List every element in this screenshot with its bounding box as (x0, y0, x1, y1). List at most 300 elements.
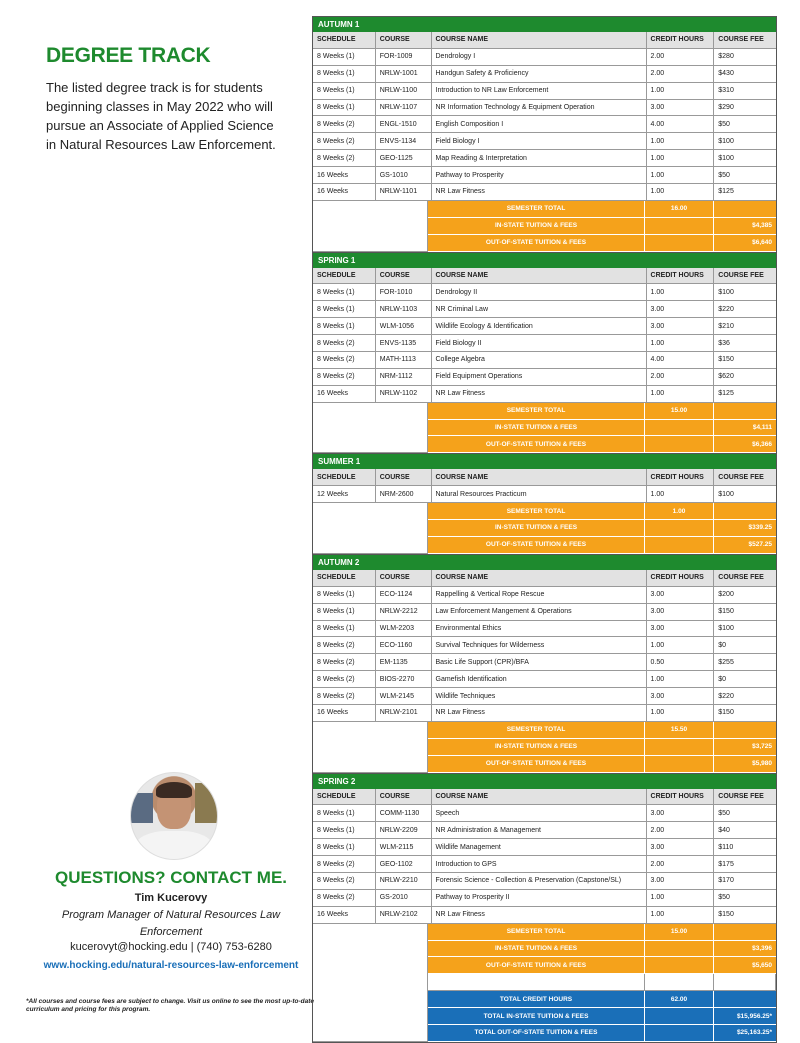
semester-title: SPRING 1 (313, 253, 776, 268)
contact-role: Program Manager of Natural Resources Law Enforcement (61, 909, 281, 938)
course-cell: 1.00 (647, 637, 715, 653)
course-cell: ENVS-1134 (376, 133, 432, 149)
total-hours (645, 1008, 714, 1024)
contact-name: Tim Kucerovy (134, 892, 208, 904)
course-cell: WLM-2115 (376, 839, 432, 855)
total-label: IN-STATE TUITION & FEES (428, 420, 645, 436)
course-cell: 3.00 (647, 301, 715, 317)
course-row (313, 184, 776, 201)
semester-section (312, 773, 777, 1043)
course-cell: 8 Weeks (2) (313, 856, 376, 872)
course-row (313, 621, 776, 638)
semester-section (312, 16, 777, 252)
course-cell: NRLW-1102 (376, 386, 432, 402)
course-cell: $50 (718, 120, 730, 128)
header-cell: SCHEDULE (313, 32, 376, 48)
blank-cell (313, 403, 428, 454)
blank-cell (313, 722, 428, 773)
contact-photo (130, 772, 218, 860)
semester-section (312, 554, 777, 773)
course-cell: 12 Weeks (313, 486, 376, 502)
header-cell: CREDIT HOURS (647, 32, 715, 48)
total-row (428, 537, 776, 554)
course-cell: Gamefish Identification (432, 671, 647, 687)
total-row (428, 403, 776, 420)
total-fee (714, 722, 776, 738)
course-cell: NR Law Fitness (432, 184, 647, 200)
course-cell: 0.50 (647, 654, 715, 670)
totals-stack (428, 201, 776, 252)
course-cell: Introduction to GPS (432, 856, 647, 872)
course-row (313, 805, 776, 822)
total-label: SEMESTER TOTAL (428, 924, 645, 940)
total-label (428, 974, 645, 990)
course-cell: 8 Weeks (1) (313, 100, 376, 116)
course-cell: Environmental Ethics (432, 621, 647, 637)
blank-cell (313, 503, 428, 554)
course-cell: 3.00 (647, 839, 715, 855)
course-cell: 1.00 (647, 486, 715, 502)
course-row (313, 116, 776, 133)
course-cell: Field Biology II (432, 335, 647, 351)
blank-cell (313, 924, 428, 1042)
semester-totals (313, 722, 776, 773)
course-cell: 1.00 (647, 150, 715, 166)
semester-totals (313, 503, 776, 554)
course-cell: 8 Weeks (1) (313, 587, 376, 603)
total-label: OUT-OF-STATE TUITION & FEES (428, 756, 645, 772)
course-cell: $100 (718, 490, 734, 498)
course-cell: 8 Weeks (2) (313, 133, 376, 149)
course-cell: NR Administration & Management (432, 822, 647, 838)
course-cell: Pathway to Prosperity (432, 167, 647, 183)
total-row (428, 957, 776, 974)
course-cell: 1.00 (647, 386, 715, 402)
course-cell: $50 (718, 894, 730, 902)
total-fee: $4,385 (714, 218, 776, 234)
total-fee: $5,650 (714, 957, 776, 973)
course-cell: 8 Weeks (2) (313, 150, 376, 166)
course-cell: 1.00 (647, 83, 715, 99)
total-row (428, 756, 776, 773)
program-link[interactable]: www.hocking.edu/natural-resources-law-enforcement (43, 960, 299, 971)
total-fee (714, 403, 776, 419)
course-cell: $220 (718, 692, 734, 700)
course-cell: 3.00 (647, 688, 715, 704)
course-row (313, 100, 776, 117)
course-cell: EM-1135 (376, 654, 432, 670)
course-row (313, 873, 776, 890)
header-cell: CREDIT HOURS (647, 469, 715, 485)
header-cell: SCHEDULE (313, 268, 376, 284)
header-cell: COURSE FEE (718, 473, 764, 481)
course-cell: $430 (718, 70, 734, 78)
contact-heading: QUESTIONS? CONTACT ME. (54, 868, 287, 887)
course-row (313, 907, 776, 924)
course-cell: 4.00 (647, 116, 715, 132)
total-hours (645, 1025, 714, 1041)
course-cell: 1.00 (647, 890, 715, 906)
total-row (428, 1025, 776, 1042)
course-cell: Field Biology I (432, 133, 647, 149)
course-cell: NR Law Fitness (432, 907, 647, 923)
semester-title: SUMMER 1 (313, 454, 776, 469)
header-row (313, 32, 776, 49)
total-hours (645, 957, 714, 973)
total-label: OUT-OF-STATE TUITION & FEES (428, 235, 645, 251)
course-cell: ENVS-1135 (376, 335, 432, 351)
course-cell: NR Criminal Law (432, 301, 647, 317)
course-cell: 8 Weeks (2) (313, 637, 376, 653)
totals-stack (428, 924, 776, 1042)
course-cell: 8 Weeks (1) (313, 604, 376, 620)
total-label: IN-STATE TUITION & FEES (428, 739, 645, 755)
total-hours (645, 235, 714, 251)
course-cell: $40 (718, 826, 730, 834)
total-label: OUT-OF-STATE TUITION & FEES (428, 436, 645, 452)
course-cell: 1.00 (647, 335, 715, 351)
course-cell: NRLW-2102 (376, 907, 432, 923)
total-row (428, 436, 776, 453)
course-cell: BIOS-2270 (376, 671, 432, 687)
header-cell: COURSE NAME (432, 469, 647, 485)
course-cell: $150 (718, 911, 734, 919)
header-cell: CREDIT HOURS (647, 268, 715, 284)
total-row (428, 218, 776, 235)
course-cell: 3.00 (647, 100, 715, 116)
header-cell: COURSE (376, 570, 432, 586)
course-row (313, 637, 776, 654)
course-cell: $170 (718, 877, 734, 885)
degree-track-table (312, 16, 777, 1043)
course-row (313, 705, 776, 722)
total-fee: $339.25 (714, 520, 776, 536)
semester-title: AUTUMN 1 (313, 17, 776, 32)
total-label: SEMESTER TOTAL (428, 403, 645, 419)
course-row (313, 688, 776, 705)
total-hours: 62.00 (645, 991, 714, 1007)
course-cell: $290 (718, 104, 734, 111)
total-fee: $25,163.25* (714, 1025, 776, 1041)
course-cell: Dendrology II (432, 284, 647, 300)
course-row (313, 49, 776, 66)
total-hours: 1.00 (645, 503, 714, 519)
course-cell: Map Reading & Interpretation (432, 150, 647, 166)
intro-text: The listed degree track is for students beginning classes in May 2022 who will pursue an Associate of Applied Science in Natural Resources Law Enforcement. (46, 80, 276, 152)
total-row (428, 991, 776, 1008)
course-cell: 2.00 (647, 369, 715, 385)
total-fee: $6,366 (714, 436, 776, 452)
course-cell: $175 (718, 860, 734, 868)
course-cell: 8 Weeks (1) (313, 49, 376, 65)
header-cell: COURSE FEE (718, 272, 764, 280)
course-cell: Field Equipment Operations (432, 369, 647, 385)
course-cell: WLM-2203 (376, 621, 432, 637)
course-cell: GEO-1125 (376, 150, 432, 166)
semester-section (312, 453, 777, 553)
course-cell: $210 (718, 322, 734, 330)
header-row (313, 268, 776, 285)
course-cell: 8 Weeks (2) (313, 352, 376, 368)
course-row (313, 167, 776, 184)
total-fee (714, 991, 776, 1007)
course-cell: 2.00 (647, 49, 715, 65)
course-cell: Natural Resources Practicum (432, 486, 647, 502)
course-cell: Wildlife Techniques (432, 688, 647, 704)
course-row (313, 486, 776, 503)
semester-totals (313, 201, 776, 252)
course-cell: College Algebra (432, 352, 647, 368)
course-row (313, 839, 776, 856)
total-label: OUT-OF-STATE TUITION & FEES (428, 537, 645, 553)
course-row (313, 369, 776, 386)
course-cell: 3.00 (647, 587, 715, 603)
course-row (313, 318, 776, 335)
total-label: TOTAL CREDIT HOURS (428, 991, 645, 1007)
total-fee: $3,396 (714, 941, 776, 957)
header-row (313, 570, 776, 587)
course-cell: $100 (718, 137, 734, 145)
course-cell: 1.00 (647, 284, 715, 300)
course-cell: 8 Weeks (2) (313, 873, 376, 889)
semester-section (312, 252, 777, 454)
total-hours (645, 436, 714, 452)
header-cell: COURSE NAME (432, 570, 647, 586)
total-hours: 16.00 (645, 201, 714, 217)
total-row (428, 201, 776, 218)
course-cell: 3.00 (647, 805, 715, 821)
totals-stack (428, 722, 776, 773)
course-cell: 3.00 (647, 604, 715, 620)
course-row (313, 604, 776, 621)
course-cell: ECO-1124 (376, 587, 432, 603)
course-cell: FOR-1010 (376, 284, 432, 300)
total-row (428, 941, 776, 958)
course-cell: 8 Weeks (2) (313, 654, 376, 670)
total-row (428, 739, 776, 756)
course-cell: NRLW-1001 (376, 66, 432, 82)
course-cell: MATH-1113 (376, 352, 432, 368)
total-row (428, 503, 776, 520)
course-cell: 8 Weeks (1) (313, 621, 376, 637)
header-cell: CREDIT HOURS (647, 789, 715, 805)
course-row (313, 83, 776, 100)
header-row (313, 469, 776, 486)
total-row (428, 420, 776, 437)
course-cell: 2.00 (647, 822, 715, 838)
course-row (313, 301, 776, 318)
total-label: IN-STATE TUITION & FEES (428, 520, 645, 536)
course-cell: 1.00 (647, 907, 715, 923)
course-cell: 16 Weeks (313, 907, 376, 923)
course-cell: NR Law Fitness (432, 386, 647, 402)
course-cell: $0 (718, 641, 727, 649)
total-fee (714, 201, 776, 217)
total-hours (645, 941, 714, 957)
total-fee: $527.25 (714, 537, 776, 553)
course-row (313, 587, 776, 604)
course-cell: NRM-1112 (376, 369, 432, 385)
total-row (428, 924, 776, 941)
semester-title: SPRING 2 (313, 774, 776, 789)
course-cell: 8 Weeks (2) (313, 335, 376, 351)
course-cell: NRLW-2101 (376, 705, 432, 721)
course-cell: 8 Weeks (1) (313, 66, 376, 82)
course-cell: GS-1010 (376, 167, 432, 183)
total-label: IN-STATE TUITION & FEES (428, 218, 645, 234)
course-cell: $0 (718, 675, 727, 683)
course-cell: ENGL-1510 (376, 116, 432, 132)
totals-stack (428, 503, 776, 554)
course-cell: $50 (718, 809, 730, 817)
total-hours: 15.00 (645, 403, 714, 419)
course-cell: 8 Weeks (1) (313, 839, 376, 855)
course-cell: NR Law Fitness (432, 705, 647, 721)
course-cell: 1.00 (647, 671, 715, 687)
course-cell: Rappelling & Vertical Rope Rescue (432, 587, 647, 603)
total-hours (645, 537, 714, 553)
course-cell: 16 Weeks (313, 167, 376, 183)
total-fee (714, 503, 776, 519)
total-fee: $3,725 (714, 739, 776, 755)
course-row (313, 671, 776, 688)
header-cell: COURSE (376, 469, 432, 485)
course-cell: 8 Weeks (1) (313, 318, 376, 334)
course-cell: $280 (718, 53, 734, 61)
course-cell: 3.00 (647, 621, 715, 637)
total-label: TOTAL IN-STATE TUITION & FEES (428, 1008, 645, 1024)
total-hours: 15.00 (645, 924, 714, 940)
course-cell: $150 (718, 356, 734, 364)
course-cell: 1.00 (647, 705, 715, 721)
course-cell: 8 Weeks (1) (313, 805, 376, 821)
course-cell: 8 Weeks (1) (313, 83, 376, 99)
total-row (428, 235, 776, 252)
course-cell: Basic Life Support (CPR)/BFA (432, 654, 647, 670)
course-cell: $200 (718, 591, 734, 599)
total-fee: $4,111 (714, 420, 776, 436)
course-cell: 8 Weeks (1) (313, 284, 376, 300)
course-cell: $150 (718, 709, 734, 717)
course-row (313, 654, 776, 671)
course-cell: NRLW-2209 (376, 822, 432, 838)
course-cell: 3.00 (647, 318, 715, 334)
course-cell: 16 Weeks (313, 705, 376, 721)
course-cell: NRM-2600 (376, 486, 432, 502)
header-cell: COURSE FEE (718, 792, 764, 800)
total-label: TOTAL OUT-OF-STATE TUITION & FEES (428, 1025, 645, 1041)
header-cell: COURSE (376, 789, 432, 805)
course-row (313, 822, 776, 839)
header-cell: COURSE NAME (432, 32, 647, 48)
total-row (428, 974, 776, 991)
total-label: SEMESTER TOTAL (428, 201, 645, 217)
course-cell: Law Enforcement Mangement & Operations (432, 604, 647, 620)
course-cell: 1.00 (647, 167, 715, 183)
course-cell: Introduction to NR Law Enforcement (432, 83, 647, 99)
course-cell: $110 (718, 843, 734, 851)
course-cell: NRLW-1103 (376, 301, 432, 317)
total-fee: $6,640 (714, 235, 776, 251)
total-hours (645, 218, 714, 234)
header-cell: CREDIT HOURS (647, 570, 715, 586)
course-cell: NRLW-1101 (376, 184, 432, 200)
course-cell: FOR-1009 (376, 49, 432, 65)
course-cell: 4.00 (647, 352, 715, 368)
course-row (313, 284, 776, 301)
total-hours (645, 420, 714, 436)
total-row (428, 722, 776, 739)
course-cell: $150 (718, 608, 734, 616)
course-cell: NRLW-2212 (376, 604, 432, 620)
course-cell: 8 Weeks (2) (313, 369, 376, 385)
total-fee: $15,956.25* (714, 1008, 776, 1024)
header-row (313, 789, 776, 806)
header-cell: COURSE NAME (432, 789, 647, 805)
course-row (313, 890, 776, 907)
course-cell: $100 (718, 288, 734, 296)
course-cell: Forensic Science - Collection & Preservation (Capstone/SL) (432, 873, 647, 889)
course-cell: $50 (718, 171, 730, 179)
course-cell: 8 Weeks (2) (313, 671, 376, 687)
course-cell: $620 (718, 373, 734, 381)
course-cell: 2.00 (647, 66, 715, 82)
total-hours (645, 974, 714, 990)
total-label: SEMESTER TOTAL (428, 503, 645, 519)
course-cell: 8 Weeks (2) (313, 890, 376, 906)
course-cell: WLM-1056 (376, 318, 432, 334)
course-row (313, 386, 776, 403)
course-cell: GEO-1102 (376, 856, 432, 872)
course-cell: COMM-1130 (376, 805, 432, 821)
course-row (313, 856, 776, 873)
contact-email-phone[interactable]: kucerovyt@hocking.edu | (740) 753-6280 (70, 941, 272, 953)
page-title: DEGREE TRACK (46, 44, 211, 67)
course-row (313, 352, 776, 369)
total-hours (645, 520, 714, 536)
course-cell: English Composition I (432, 116, 647, 132)
course-cell: $220 (718, 305, 734, 313)
course-cell: 16 Weeks (313, 184, 376, 200)
total-hours (645, 739, 714, 755)
course-cell: NR Information Technology & Equipment Operation (432, 100, 647, 116)
semester-totals (313, 924, 776, 1042)
total-fee (714, 924, 776, 940)
total-hours (645, 756, 714, 772)
course-cell: NRLW-1100 (376, 83, 432, 99)
course-cell: ECO-1160 (376, 637, 432, 653)
semester-totals (313, 403, 776, 454)
course-cell: 8 Weeks (2) (313, 116, 376, 132)
total-fee: $5,980 (714, 756, 776, 772)
course-cell: 1.00 (647, 133, 715, 149)
course-cell: 8 Weeks (2) (313, 688, 376, 704)
total-row (428, 520, 776, 537)
header-cell: SCHEDULE (313, 469, 376, 485)
course-cell: NRLW-1107 (376, 100, 432, 116)
course-cell: Speech (432, 805, 647, 821)
course-cell: $310 (718, 87, 734, 95)
course-row (313, 150, 776, 167)
course-cell: 8 Weeks (1) (313, 822, 376, 838)
total-row (428, 1008, 776, 1025)
course-cell: 16 Weeks (313, 386, 376, 402)
course-cell: Pathway to Prosperity II (432, 890, 647, 906)
header-cell: COURSE (376, 32, 432, 48)
course-cell: Handgun Safety & Proficiency (432, 66, 647, 82)
header-cell: SCHEDULE (313, 789, 376, 805)
course-row (313, 335, 776, 352)
